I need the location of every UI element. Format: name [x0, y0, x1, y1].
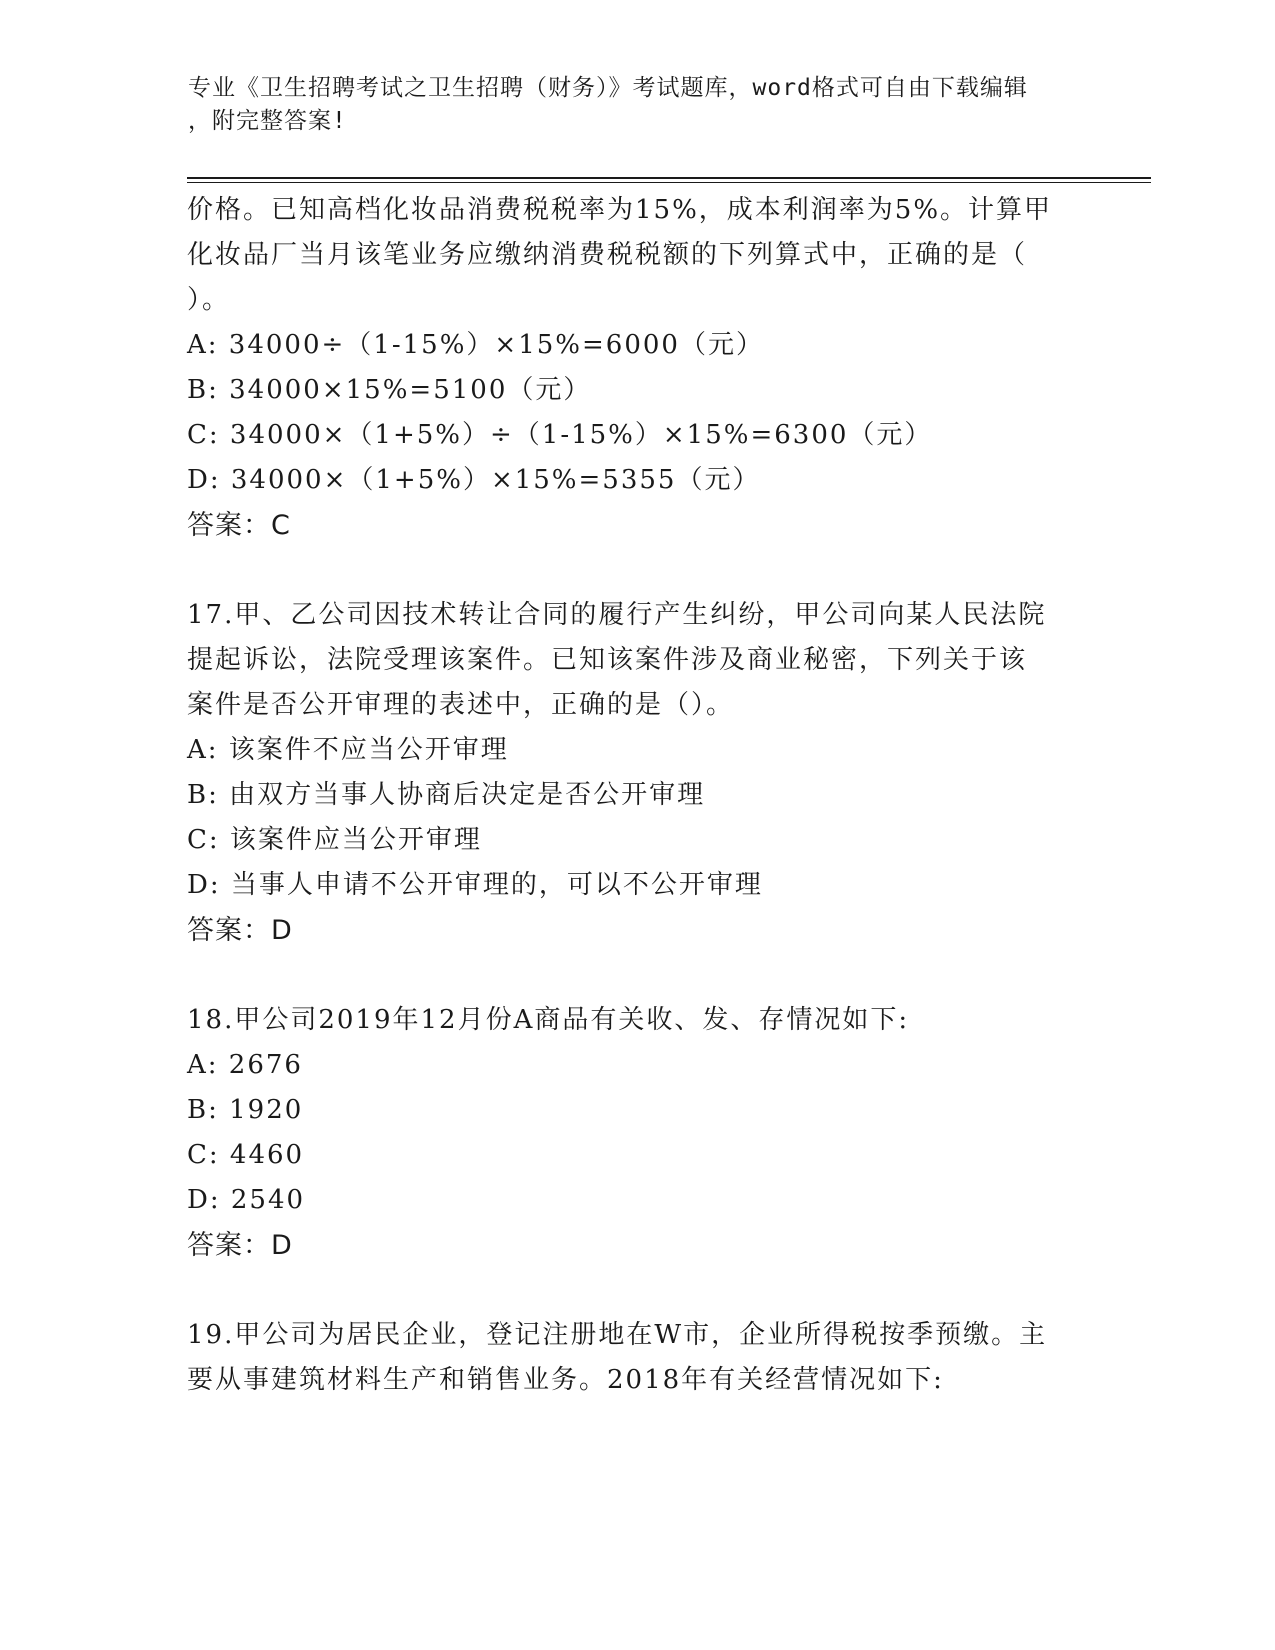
question-stem-line: 18.甲公司2019年12月份A商品有关收、发、存情况如下:: [187, 1005, 910, 1035]
question-stem-line: 要从事建筑材料生产和销售业务。2018年有关经营情况如下:: [187, 1365, 944, 1395]
question-stem-line: 案件是否公开审理的表述中，正确的是（）。: [187, 690, 735, 720]
option-a: A: 2676: [187, 1050, 303, 1080]
option-b: B: 1920: [187, 1095, 304, 1125]
option-a: A: 34000÷（1-15%）×15%=6000（元）: [187, 330, 764, 360]
question-stem-line: ）。: [187, 285, 231, 315]
question-stem-line: 17.甲、乙公司因技术转让合同的履行产生纠纷，甲公司向某人民法院: [187, 600, 1047, 630]
question-stem-line: 价格。已知高档化妆品消费税税率为15%，成本利润率为5%。计算甲: [187, 195, 1053, 225]
option-b: B: 由双方当事人协商后决定是否公开审理: [187, 780, 706, 810]
question-18: [187, 998, 1087, 1268]
spacer: [187, 1268, 1087, 1313]
question-19: [187, 1313, 1087, 1403]
option-a: A: 该案件不应当公开审理: [187, 735, 509, 765]
question-stem-line: 提起诉讼，法院受理该案件。已知该案件涉及商业秘密，下列关于该: [187, 645, 1028, 675]
answer-line: 答案：D: [187, 915, 293, 946]
header-divider-thick: [187, 177, 1151, 179]
option-b: B: 34000×15%=5100（元）: [187, 375, 592, 405]
question-stem-line: 化妆品厂当月该笔业务应缴纳消费税税额的下列算式中，正确的是（: [187, 240, 1028, 270]
document-header: [188, 72, 1068, 138]
question-16: [187, 188, 1087, 548]
option-c: C: 4460: [187, 1140, 305, 1170]
spacer: [187, 548, 1087, 593]
question-17: [187, 593, 1087, 953]
option-c: C: 该案件应当公开审理: [187, 825, 482, 855]
option-d: D: 2540: [187, 1185, 306, 1215]
question-stem-line: 19.甲公司为居民企业，登记注册地在W市，企业所得税按季预缴。主: [187, 1320, 1048, 1350]
question-content: [187, 188, 1087, 1403]
header-line-1: 专业《卫生招聘考试之卫生招聘（财务）》考试题库，word格式可自由下载编辑: [188, 75, 1028, 101]
spacer: [187, 953, 1087, 998]
answer-line: 答案：D: [187, 1230, 293, 1261]
option-d: D: 当事人申请不公开审理的，可以不公开审理: [187, 870, 763, 900]
header-divider-thin: [187, 182, 1151, 183]
option-c: C: 34000×（1+5%）÷（1-15%）×15%=6300（元）: [187, 420, 933, 450]
option-d: D: 34000×（1+5%）×15%=5355（元）: [187, 465, 761, 495]
answer-line: 答案：C: [187, 510, 291, 541]
header-line-2: ，附完整答案!: [188, 108, 347, 134]
